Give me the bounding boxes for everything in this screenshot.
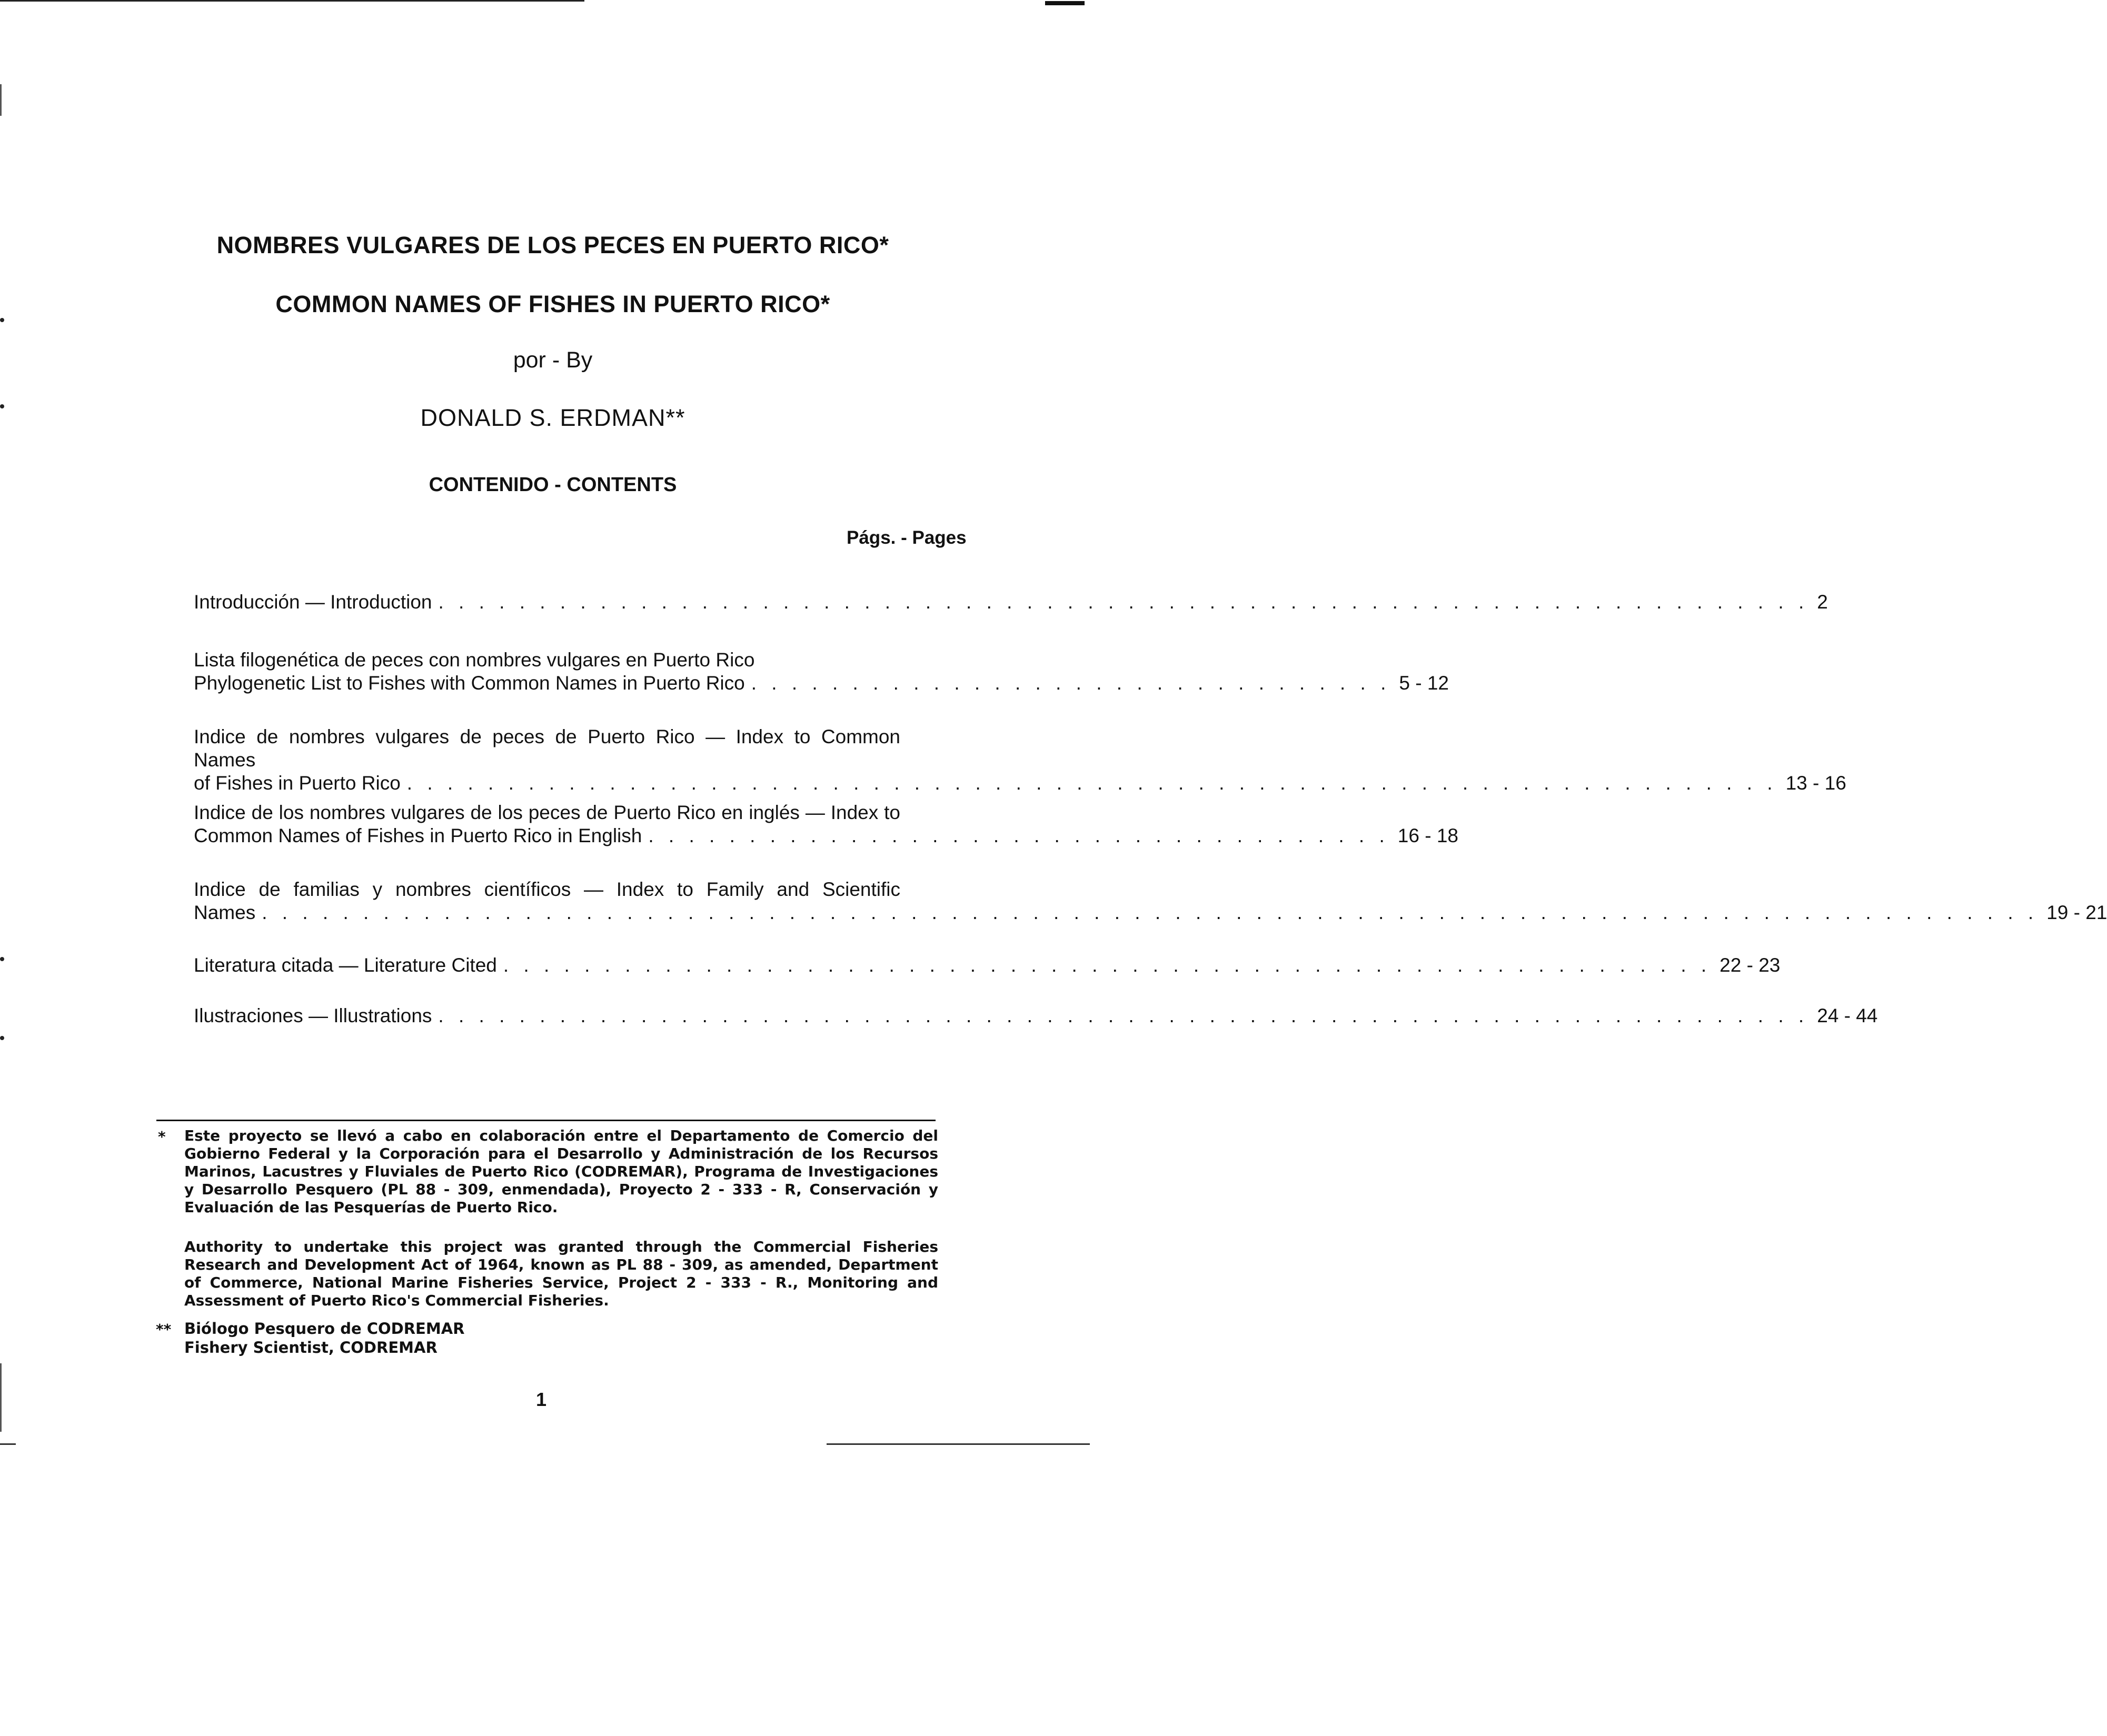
contents-heading: CONTENIDO - CONTENTS bbox=[429, 474, 677, 496]
scan-edge-mark bbox=[0, 1036, 4, 1040]
toc-entry-pages: 5 - 12 bbox=[1399, 672, 1449, 694]
toc-entry-title: Common Names of Fishes in Puerto Rico in English bbox=[194, 825, 642, 846]
pages-column-label: Págs. - Pages bbox=[847, 527, 967, 548]
author-name: DONALD S. ERDMAN** bbox=[420, 404, 685, 431]
toc-entry-pages: 16 - 18 bbox=[1397, 825, 1458, 846]
toc-entry-title: Phylogenetic List to Fishes with Common Names in Puerto Rico bbox=[194, 672, 745, 694]
scan-edge-bar bbox=[0, 84, 2, 116]
scan-edge-mark bbox=[0, 957, 4, 961]
toc-leader-dots: . . . . . . . . . . . . . . . . . . . . . . . . . . . . . . . . . . . . . bbox=[648, 825, 1389, 846]
toc-leader-dots: . . . . . . . . . . . . . . . . . . . . . . . . . . . . . . . . . . . . . . . . . . . . . . . . . . . . . . . . . . . . . . . . . . . . bbox=[438, 1005, 1809, 1026]
toc-entry-title: of Fishes in Puerto Rico bbox=[194, 772, 401, 794]
scan-edge-mark bbox=[0, 318, 4, 322]
toc-entry-title: Indice de nombres vulgares de peces de Puerto Rico — Index to Common Names bbox=[194, 726, 900, 771]
toc-leader-dots: . . . . . . . . . . . . . . . . . . . . . . . . . . . . . . . . . . . . . . . . . . . . . . . . . . . . . . . . . . . . . . . . . . . . bbox=[406, 772, 1777, 794]
toc-leader-dots: . . . . . . . . . . . . . . . . . . . . . . . . . . . . . . . . . . . . . . . . . . . . . . . . . . . . . . . . . . . . bbox=[503, 954, 1712, 976]
toc-entry-pages: 22 - 23 bbox=[1720, 954, 1781, 976]
toc-entry-title: Ilustraciones — Illustrations bbox=[194, 1005, 432, 1026]
toc-entry bbox=[194, 648, 1449, 695]
toc-entry-pages: 19 - 21 bbox=[2046, 902, 2107, 923]
toc-entry-pages: 2 bbox=[1817, 591, 1828, 613]
toc-entry bbox=[194, 801, 1458, 847]
footnote-divider bbox=[156, 1120, 936, 1121]
toc-leader-dots: . . . . . . . . . . . . . . . . . . . . . . . . . . . . . . . . . . . . . . . . . . . . . . . . . . . . . . . . . . . . . . . . . . . . bbox=[438, 591, 1809, 613]
footnote-star-mark: * bbox=[158, 1128, 166, 1145]
toc-entry bbox=[194, 725, 1846, 795]
footnote-english: Authority to undertake this project was granted through the Commercial Fisheries Research and Development Act of 1964, known as PL 88 - 309, as amended, Department of Commerce, National Marine Fisheries Service, Project 2 - 333 - R., Monitoring and Assessment of Puerto Rico's Commercial Fisheries. bbox=[184, 1238, 938, 1309]
toc-entry bbox=[194, 591, 1828, 614]
footnote-spanish: Este proyecto se llevó a cabo en colaboración entre el Departamento de Comercio del Gobierno Federal y la Corporación para el Desarrollo y Administración de los Recursos Marinos, Lacustres y Fluviales de Puerto Rico (CODREMAR), Programa de Investigaciones y Desarrollo Pesquero (PL 88 - 309, enmendada), Proyecto 2 - 333 - R, Conservación y Evaluación de las Pesquerías de Puerto Rico. bbox=[184, 1127, 938, 1216]
scan-corner-mark bbox=[1045, 1, 1085, 5]
toc-entry-title: Names bbox=[194, 902, 256, 923]
toc-entry bbox=[194, 878, 2107, 924]
toc-entry-pages: 13 - 16 bbox=[1785, 772, 1846, 794]
toc-entry bbox=[194, 1004, 1878, 1027]
toc-leader-dots: . . . . . . . . . . . . . . . . . . . . . . . . . . . . . . . . bbox=[751, 672, 1391, 694]
page-number: 1 bbox=[536, 1389, 547, 1410]
author-title-english: Fishery Scientist, CODREMAR bbox=[184, 1339, 438, 1356]
footnote-double-star-mark: ** bbox=[156, 1321, 172, 1338]
scan-bottom-line bbox=[0, 1443, 16, 1445]
author-title-spanish: Biólogo Pesquero de CODREMAR bbox=[184, 1320, 465, 1338]
toc-entry-title: Literatura citada — Literature Cited bbox=[194, 954, 497, 976]
scan-bottom-line bbox=[827, 1443, 1090, 1445]
toc-entry bbox=[194, 954, 1781, 977]
toc-entry-title: Introducción — Introduction bbox=[194, 591, 432, 613]
byline: por - By bbox=[513, 347, 593, 373]
title-english: COMMON NAMES OF FISHES IN PUERTO RICO* bbox=[275, 291, 830, 317]
scan-top-rule bbox=[0, 0, 584, 2]
title-spanish: NOMBRES VULGARES DE LOS PECES EN PUERTO RICO* bbox=[216, 232, 889, 258]
toc-entry-title: Indice de los nombres vulgares de los peces de Puerto Rico en inglés — Index to bbox=[194, 802, 900, 823]
toc-entry-title: Indice de familias y nombres científicos — Index to Family and Scientific bbox=[194, 879, 900, 900]
toc-leader-dots: . . . . . . . . . . . . . . . . . . . . . . . . . . . . . . . . . . . . . . . . . . . . . . . . . . . . . . . . . . . . . . . . . . . . . . . . . . . . . . . . . . . . . . . . bbox=[262, 902, 2039, 923]
toc-entry-title: Lista filogenética de peces con nombres vulgares en Puerto Rico bbox=[194, 649, 755, 671]
toc-entry-pages: 24 - 44 bbox=[1817, 1005, 1878, 1026]
scan-edge-bar bbox=[0, 1363, 2, 1432]
